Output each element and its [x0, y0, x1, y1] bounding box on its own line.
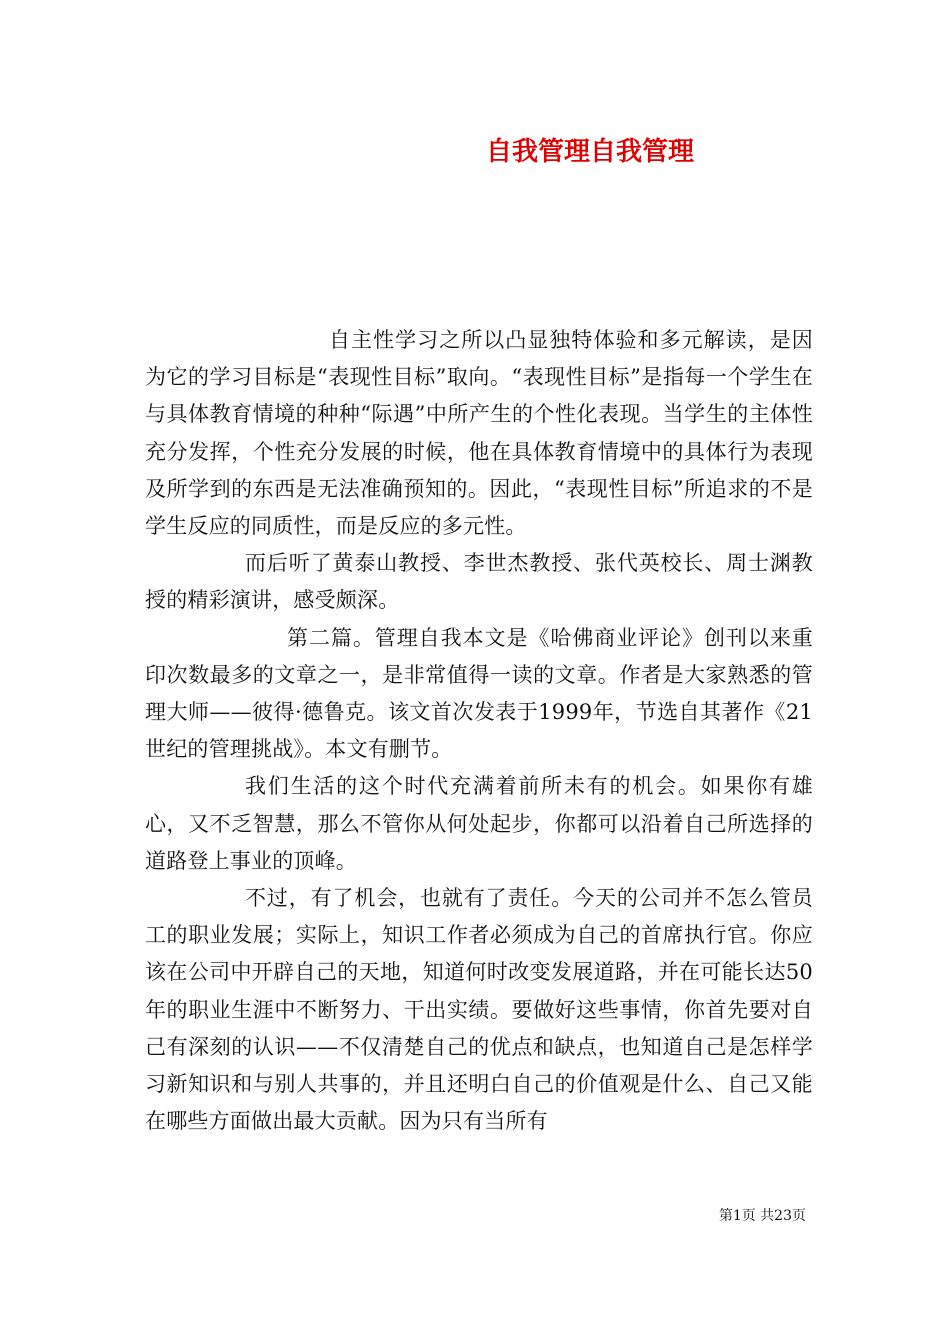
page-title: 自我管理自我管理	[485, 137, 694, 167]
document-body	[145, 322, 813, 1140]
paragraph-4: 我们生活的这个时代充满着前所未有的机会。如果你有雄心，又不乏智慧，那么不管你从何处起步，你都可以沿着自己所选择的道路登上事业的顶峰。	[145, 774, 813, 873]
paragraph-5: 不过，有了机会，也就有了责任。今天的公司并不怎么管员工的职业发展；实际上，知识工作者必须成为自己的首席执行官。你应该在公司中开辟自己的天地，知道何时改变发展道路，并在可能长达50年的职业生涯中不断努力、干出实绩。要做好这些事情，你首先要对自己有深刻的认识——不仅清楚自己的优点和缺点，也知道自己是怎样学习新知识和与别人共事的，并且还明白自己的价值观是什么、自己又能在哪些方面做出最大贡献。因为只有当所有	[145, 886, 813, 1134]
paragraph-1: 自主性学习之所以凸显独特体验和多元解读，是因为它的学习目标是“表现性目标”取向。“表现性目标”是指每一个学生在与具体教育情境的种种“际遇”中所产生的个性化表现。当学生的主体性充分发挥，个性充分发展的时候，他在具体教育情境中的具体行为表现及所学到的东西是无法准确预知的。因此，“表现性目标”所追求的不是学生反应的同质性，而是反应的多元性。	[145, 328, 813, 539]
paragraph-2: 而后听了黄泰山教授、李世杰教授、张代英校长、周士渊教授的精彩演讲，感受颇深。	[145, 551, 813, 613]
page-number: 第1页 共23页	[718, 1208, 806, 1224]
paragraph-3: 第二篇。管理自我本文是《哈佛商业评论》创刊以来重印次数最多的文章之一，是非常值得一读的文章。作者是大家熟悉的管理大师——彼得·德鲁克。该文首次发表于1999年，节选自其著作《21世纪的管理挑战》。本文有删节。	[145, 625, 813, 762]
